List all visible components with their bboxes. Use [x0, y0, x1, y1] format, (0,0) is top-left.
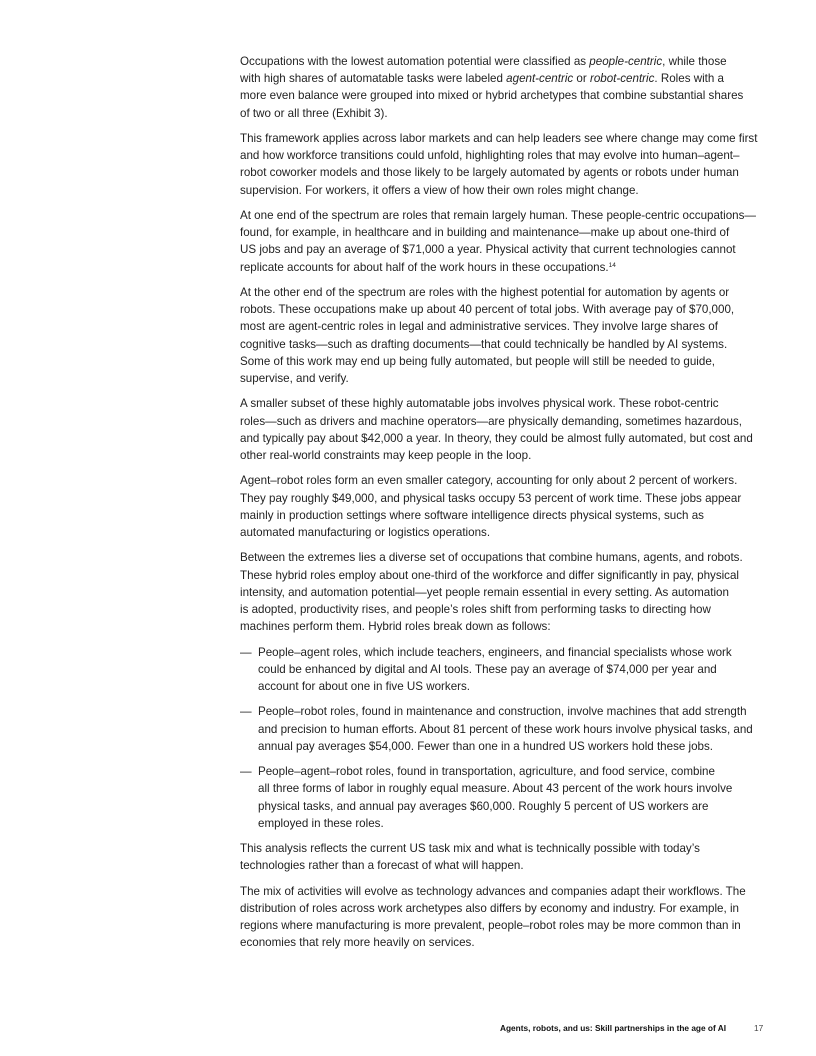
text-line: other real-world constraints may keep people in the loop.	[240, 449, 532, 463]
bullet-item	[240, 703, 780, 755]
text-line: more even balance were grouped into mixed or hybrid archetypes that combine substantial shares	[240, 89, 744, 103]
text-line: This analysis reflects the current US task mix and what is technically possible with today’s	[240, 842, 700, 856]
text-line: At the other end of the spectrum are roles with the highest potential for automation by agents or	[240, 286, 730, 299]
bullet-item	[240, 763, 780, 832]
text-line: distribution of roles across work archetypes also differs by economy and industry. For example, in	[240, 902, 739, 915]
text-line: This framework applies across labor markets and can help leaders see where change may come first	[240, 132, 758, 145]
text-line: employed in these roles.	[258, 816, 384, 830]
body-text	[240, 53, 780, 960]
text-line: annual pay averages $54,000. Fewer than one in a hundred US workers hold these jobs.	[258, 739, 714, 753]
text-line: Between the extremes lies a diverse set of occupations that combine humans, agents, and robots.	[240, 551, 743, 565]
text-line: US jobs and pay an average of $71,000 a year. Physical activity that current technologies cannot	[240, 243, 736, 257]
paragraph	[240, 53, 780, 122]
text-line: all three forms of labor in roughly equal measure. About 43 percent of the work hours involve	[258, 782, 733, 796]
text-line: These hybrid roles employ about one-third of the workforce and differ significantly in pay, physical	[240, 568, 740, 582]
text-line: account for about one in five US workers.	[258, 680, 471, 694]
bullet-item	[240, 644, 780, 696]
paragraph	[240, 549, 780, 635]
text-line: automated manufacturing or logistics operations.	[240, 526, 491, 540]
text-line: economies that rely more heavily on services.	[240, 936, 475, 950]
paragraph	[240, 472, 780, 541]
text-line: People–agent–robot roles, found in transportation, agriculture, and food service, combine	[258, 765, 715, 779]
text-span: . Roles with a	[654, 72, 724, 86]
text-line: They pay roughly $49,000, and physical tasks occupy 53 percent of work time. These jobs appear	[240, 491, 742, 505]
text-line: robot coworker models and those likely to be largely automated by agents or robots under human	[240, 166, 739, 180]
text-line: At one end of the spectrum are roles that remain largely human. These people-centric occupations—	[240, 209, 756, 222]
bullet-dash: —	[240, 705, 252, 719]
text-line	[240, 70, 780, 87]
text-line: cognitive tasks—such as drafting documents—that could technically be handled by AI systems.	[240, 337, 728, 351]
text-line: Agent–robot roles form an even smaller category, accounting for only about 2 percent of workers.	[240, 474, 738, 488]
paragraph	[240, 395, 780, 464]
text-line: People–agent roles, which include teachers, engineers, and financial specialists whose work	[258, 645, 732, 659]
text-line: and typically pay about $42,000 a year. In theory, they could be almost fully automated, but cost and	[240, 431, 753, 445]
text-line: supervise, and verify.	[240, 372, 349, 386]
text-line: roles—such as drivers and machine operators—are physically demanding, sometimes hazardous,	[240, 414, 742, 428]
text-line: regions where manufacturing is more prevalent, people–robot roles may be more common than in	[240, 919, 741, 933]
paragraph	[240, 284, 780, 387]
text-line: of two or all three (Exhibit 3).	[240, 106, 388, 120]
text-line: intensity, and automation potential—yet people remain essential in every setting. As automation	[240, 585, 729, 599]
text-line: physical tasks, and annual pay averages $60,000. Roughly 5 percent of US workers are	[258, 799, 709, 813]
text-span: with high shares of automatable tasks were labeled	[240, 72, 507, 86]
footer-report-title: Agents, robots, and us: Skill partnerships in the age of AI	[500, 1023, 727, 1033]
text-span: or	[573, 72, 590, 86]
bullet-dash: —	[240, 765, 252, 779]
text-line	[240, 53, 780, 70]
text-line: A smaller subset of these highly automatable jobs involves physical work. These robot-centric	[240, 397, 719, 411]
emphasized-term: robot-centric	[589, 72, 655, 86]
page-number: 17	[754, 1023, 764, 1033]
text-line: is adopted, productivity rises, and people’s roles shift from performing tasks to directing how	[240, 603, 711, 617]
text-line: supervision. For workers, it offers a view of how their own roles might change.	[240, 183, 639, 197]
text-line: Some of this work may end up being fully automated, but people will still be needed to guide,	[240, 354, 715, 368]
text-line: The mix of activities will evolve as technology advances and companies adapt their workflows. The	[240, 884, 746, 898]
text-span: replicate accounts for about half of the work hours in these occupations.	[240, 260, 609, 274]
text-line: most are agent-centric roles in legal and administrative services. They involve large shares of	[240, 320, 718, 334]
text-line: People–robot roles, found in maintenance and construction, involve machines that add strength	[258, 705, 747, 719]
text-line: and precision to human efforts. About 81 percent of these work hours involve physical tasks, and	[258, 722, 753, 736]
text-line: and how workforce transitions could unfold, highlighting roles that may evolve into human–agent–	[240, 149, 740, 163]
paragraph	[240, 207, 780, 276]
paragraph	[240, 883, 780, 952]
text-span: Occupations with the lowest automation potential were classified as	[240, 55, 590, 68]
text-line: found, for example, in healthcare and in building and maintenance—make up about one-third of	[240, 226, 730, 240]
emphasized-term: agent-centric	[506, 72, 574, 86]
footnote-ref: 14	[608, 261, 616, 269]
paragraph	[240, 840, 780, 874]
text-line: robots. These occupations make up about 40 percent of total jobs. With average pay of $70,000,	[240, 303, 735, 317]
text-line: technologies rather than a forecast of what will happen.	[240, 859, 524, 873]
text-line: could be enhanced by digital and AI tools. These pay an average of $74,000 per year and	[258, 662, 717, 676]
bullet-dash: —	[240, 645, 252, 659]
text-line	[240, 259, 780, 276]
text-span: , while those	[662, 55, 727, 68]
text-line: mainly in production settings where software intelligence directs physical systems, such as	[240, 508, 704, 522]
emphasized-term: people-centric	[589, 55, 663, 68]
text-line: machines perform them. Hybrid roles break down as follows:	[240, 620, 551, 634]
paragraph	[240, 130, 780, 199]
